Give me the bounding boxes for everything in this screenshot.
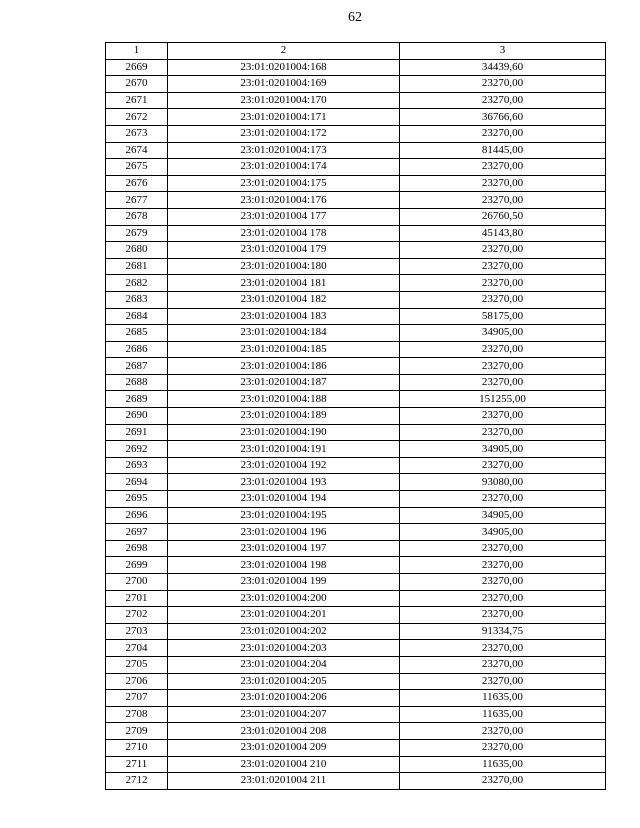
table-row [106, 76, 606, 93]
table-row [106, 557, 606, 574]
value-cell: 23270,00 [400, 159, 606, 176]
value-cell: 23270,00 [400, 491, 606, 508]
cadastral-number-cell: 23:01:0201004 199 [168, 574, 400, 591]
value-cell: 23270,00 [400, 739, 606, 756]
table-row [106, 59, 606, 76]
row-number-cell: 2672 [106, 109, 168, 126]
row-number-cell: 2671 [106, 92, 168, 109]
value-cell: 23270,00 [400, 656, 606, 673]
table-row [106, 457, 606, 474]
table-row [106, 391, 606, 408]
value-cell: 26760,50 [400, 208, 606, 225]
cadastral-number-cell: 23:01:0201004:168 [168, 59, 400, 76]
column-header-1: 1 [106, 43, 168, 60]
cadastral-number-cell: 23:01:0201004:191 [168, 441, 400, 458]
cadastral-number-cell: 23:01:0201004 182 [168, 291, 400, 308]
row-number-cell: 2701 [106, 590, 168, 607]
table-row [106, 491, 606, 508]
column-header-3: 3 [400, 43, 606, 60]
table-row [106, 258, 606, 275]
value-cell: 23270,00 [400, 374, 606, 391]
row-number-cell: 2674 [106, 142, 168, 159]
row-number-cell: 2683 [106, 291, 168, 308]
table-row [106, 125, 606, 142]
cadastral-number-cell: 23:01:0201004 198 [168, 557, 400, 574]
cadastral-number-cell: 23:01:0201004 179 [168, 242, 400, 259]
cadastral-number-cell: 23:01:0201004 196 [168, 524, 400, 541]
table-body [106, 59, 606, 789]
table-row [106, 656, 606, 673]
table-row [106, 574, 606, 591]
table-row [106, 358, 606, 375]
value-cell: 36766,60 [400, 109, 606, 126]
value-cell: 34905,00 [400, 441, 606, 458]
table-row [106, 441, 606, 458]
row-number-cell: 2711 [106, 756, 168, 773]
value-cell: 81445,00 [400, 142, 606, 159]
value-cell: 23270,00 [400, 242, 606, 259]
row-number-cell: 2692 [106, 441, 168, 458]
table-row [106, 291, 606, 308]
table-row [106, 208, 606, 225]
table-row [106, 424, 606, 441]
cadastral-number-cell: 23:01:0201004:187 [168, 374, 400, 391]
value-cell: 34905,00 [400, 524, 606, 541]
cadastral-number-cell: 23:01:0201004 210 [168, 756, 400, 773]
column-header-2: 2 [168, 43, 400, 60]
table-row [106, 92, 606, 109]
cadastral-number-cell: 23:01:0201004:186 [168, 358, 400, 375]
cadastral-number-cell: 23:01:0201004:189 [168, 408, 400, 425]
cadastral-number-cell: 23:01:0201004:190 [168, 424, 400, 441]
row-number-cell: 2702 [106, 607, 168, 624]
table-row [106, 640, 606, 657]
cadastral-number-cell: 23:01:0201004:176 [168, 192, 400, 209]
table-row [106, 408, 606, 425]
value-cell: 23270,00 [400, 92, 606, 109]
cadastral-number-cell: 23:01:0201004:173 [168, 142, 400, 159]
value-cell: 23270,00 [400, 773, 606, 790]
cadastral-number-cell: 23:01:0201004:184 [168, 325, 400, 342]
row-number-cell: 2705 [106, 656, 168, 673]
cadastral-number-cell: 23:01:0201004 211 [168, 773, 400, 790]
value-cell: 11635,00 [400, 706, 606, 723]
row-number-cell: 2679 [106, 225, 168, 242]
row-number-cell: 2698 [106, 540, 168, 557]
table-row [106, 739, 606, 756]
row-number-cell: 2700 [106, 574, 168, 591]
value-cell: 34905,00 [400, 325, 606, 342]
row-number-cell: 2684 [106, 308, 168, 325]
value-cell: 23270,00 [400, 76, 606, 93]
table-row [106, 159, 606, 176]
table-row [106, 192, 606, 209]
row-number-cell: 2709 [106, 723, 168, 740]
row-number-cell: 2691 [106, 424, 168, 441]
value-cell: 23270,00 [400, 424, 606, 441]
row-number-cell: 2685 [106, 325, 168, 342]
cadastral-number-cell: 23:01:0201004:204 [168, 656, 400, 673]
cadastral-number-cell: 23:01:0201004:172 [168, 125, 400, 142]
cadastral-number-cell: 23:01:0201004:207 [168, 706, 400, 723]
value-cell: 11635,00 [400, 756, 606, 773]
cadastral-number-cell: 23:01:0201004:180 [168, 258, 400, 275]
row-number-cell: 2697 [106, 524, 168, 541]
cadastral-number-cell: 23:01:0201004:175 [168, 175, 400, 192]
value-cell: 23270,00 [400, 358, 606, 375]
table-row [106, 374, 606, 391]
row-number-cell: 2690 [106, 408, 168, 425]
value-cell: 23270,00 [400, 175, 606, 192]
cadastral-number-cell: 23:01:0201004:201 [168, 607, 400, 624]
cadastral-number-cell: 23:01:0201004 183 [168, 308, 400, 325]
table-row [106, 308, 606, 325]
row-number-cell: 2676 [106, 175, 168, 192]
cadastral-number-cell: 23:01:0201004 194 [168, 491, 400, 508]
row-number-cell: 2673 [106, 125, 168, 142]
data-table [105, 42, 606, 790]
value-cell: 11635,00 [400, 690, 606, 707]
table-row [106, 275, 606, 292]
value-cell: 45143,80 [400, 225, 606, 242]
table-header-row [106, 43, 606, 60]
row-number-cell: 2675 [106, 159, 168, 176]
value-cell: 58175,00 [400, 308, 606, 325]
cadastral-number-cell: 23:01:0201004 208 [168, 723, 400, 740]
table-row [106, 242, 606, 259]
cadastral-number-cell: 23:01:0201004:169 [168, 76, 400, 93]
value-cell: 23270,00 [400, 723, 606, 740]
row-number-cell: 2703 [106, 623, 168, 640]
value-cell: 23270,00 [400, 574, 606, 591]
table-row [106, 540, 606, 557]
value-cell: 23270,00 [400, 457, 606, 474]
value-cell: 151255,00 [400, 391, 606, 408]
row-number-cell: 2708 [106, 706, 168, 723]
cadastral-number-cell: 23:01:0201004:171 [168, 109, 400, 126]
row-number-cell: 2688 [106, 374, 168, 391]
table-row [106, 673, 606, 690]
table-row [106, 142, 606, 159]
cadastral-number-cell: 23:01:0201004:188 [168, 391, 400, 408]
table-row [106, 756, 606, 773]
row-number-cell: 2707 [106, 690, 168, 707]
row-number-cell: 2680 [106, 242, 168, 259]
cadastral-number-cell: 23:01:0201004:203 [168, 640, 400, 657]
table-row [106, 341, 606, 358]
cadastral-number-cell: 23:01:0201004 178 [168, 225, 400, 242]
row-number-cell: 2689 [106, 391, 168, 408]
table-row [106, 225, 606, 242]
table-row [106, 706, 606, 723]
table-row [106, 723, 606, 740]
row-number-cell: 2704 [106, 640, 168, 657]
value-cell: 23270,00 [400, 590, 606, 607]
value-cell: 34905,00 [400, 507, 606, 524]
cadastral-number-cell: 23:01:0201004 181 [168, 275, 400, 292]
cadastral-number-cell: 23:01:0201004 197 [168, 540, 400, 557]
row-number-cell: 2682 [106, 275, 168, 292]
cadastral-number-cell: 23:01:0201004 209 [168, 739, 400, 756]
row-number-cell: 2681 [106, 258, 168, 275]
row-number-cell: 2678 [106, 208, 168, 225]
row-number-cell: 2696 [106, 507, 168, 524]
value-cell: 23270,00 [400, 125, 606, 142]
row-number-cell: 2693 [106, 457, 168, 474]
table-row [106, 325, 606, 342]
value-cell: 23270,00 [400, 607, 606, 624]
value-cell: 91334,75 [400, 623, 606, 640]
cadastral-number-cell: 23:01:0201004 192 [168, 457, 400, 474]
row-number-cell: 2695 [106, 491, 168, 508]
cadastral-number-cell: 23:01:0201004 193 [168, 474, 400, 491]
row-number-cell: 2712 [106, 773, 168, 790]
value-cell: 23270,00 [400, 408, 606, 425]
value-cell: 23270,00 [400, 275, 606, 292]
value-cell: 23270,00 [400, 673, 606, 690]
value-cell: 34439,60 [400, 59, 606, 76]
value-cell: 23270,00 [400, 640, 606, 657]
row-number-cell: 2710 [106, 739, 168, 756]
cadastral-number-cell: 23:01:0201004:202 [168, 623, 400, 640]
cadastral-number-cell: 23:01:0201004:195 [168, 507, 400, 524]
table-row [106, 773, 606, 790]
value-cell: 93080,00 [400, 474, 606, 491]
value-cell: 23270,00 [400, 540, 606, 557]
row-number-cell: 2694 [106, 474, 168, 491]
cadastral-number-cell: 23:01:0201004:206 [168, 690, 400, 707]
cadastral-number-cell: 23:01:0201004:200 [168, 590, 400, 607]
value-cell: 23270,00 [400, 192, 606, 209]
cadastral-number-cell: 23:01:0201004:185 [168, 341, 400, 358]
row-number-cell: 2687 [106, 358, 168, 375]
table-row [106, 524, 606, 541]
row-number-cell: 2699 [106, 557, 168, 574]
value-cell: 23270,00 [400, 341, 606, 358]
cadastral-number-cell: 23:01:0201004:205 [168, 673, 400, 690]
table-row [106, 690, 606, 707]
table-row [106, 507, 606, 524]
cadastral-number-cell: 23:01:0201004 177 [168, 208, 400, 225]
row-number-cell: 2686 [106, 341, 168, 358]
row-number-cell: 2669 [106, 59, 168, 76]
table-row [106, 607, 606, 624]
cadastral-number-cell: 23:01:0201004:170 [168, 92, 400, 109]
table-row [106, 109, 606, 126]
row-number-cell: 2706 [106, 673, 168, 690]
page-number: 62 [348, 10, 362, 25]
row-number-cell: 2677 [106, 192, 168, 209]
table-row [106, 623, 606, 640]
row-number-cell: 2670 [106, 76, 168, 93]
table-row [106, 175, 606, 192]
value-cell: 23270,00 [400, 557, 606, 574]
table-row [106, 590, 606, 607]
value-cell: 23270,00 [400, 258, 606, 275]
cadastral-number-cell: 23:01:0201004:174 [168, 159, 400, 176]
value-cell: 23270,00 [400, 291, 606, 308]
table-row [106, 474, 606, 491]
